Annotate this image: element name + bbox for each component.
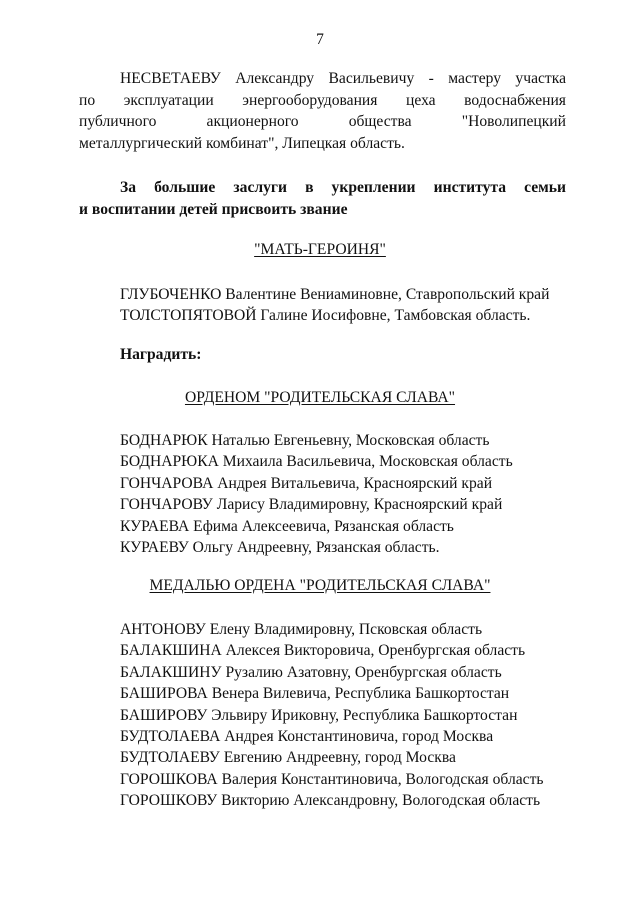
order-heading (0, 388, 640, 408)
list-item: ГОРОШКОВА Валерия Константиновича, Вологодская область (120, 770, 544, 788)
list-item: БАЛАКШИНА Алексея Викторовича, Оренбургская область (120, 642, 526, 660)
decree-paragraph (79, 177, 566, 220)
list-item: ГОРОШКОВУ Викторию Александровну, Вологодская область (120, 792, 541, 810)
mother-heroine-list (120, 284, 590, 327)
list-item: ТОЛСТОПЯТОВОЙ Галине Иосифовне, Тамбовская область. (120, 307, 531, 325)
title-heading-text: "МАТЬ-ГЕРОИНЯ" (254, 241, 386, 258)
medal-heading (0, 576, 640, 596)
page-number: 7 (316, 31, 324, 48)
decree-paragraph-line: За большие заслуги в укреплении института семьи (120, 179, 566, 196)
medal-list (120, 619, 590, 812)
decree-paragraph-line: и воспитании детей присвоить звание (79, 200, 348, 218)
list-item: КУРАЕВУ Ольгу Андреевну, Рязанская область. (120, 538, 440, 556)
list-item: ГОНЧАРОВУ Ларису Владимировну, Красноярский край (120, 496, 503, 514)
list-item: КУРАЕВА Ефима Алексеевича, Рязанская область (120, 517, 454, 535)
order-list (120, 430, 590, 558)
list-item: БУДТОЛАЕВА Андрея Константиновича, город Москва (120, 727, 494, 745)
award-paragraph (79, 68, 566, 154)
award-label: Наградить: (120, 346, 202, 363)
list-item: БАШИРОВА Венера Вилевича, Республика Башкортостан (120, 685, 510, 703)
list-item: ГОНЧАРОВА Андрея Витальевича, Красноярский край (120, 474, 493, 492)
award-paragraph-line: НЕСВЕТАЕВУ Александру Васильевичу - мастеру участка (120, 70, 566, 87)
award-paragraph-line: металлургический комбинат", Липецкая область. (79, 134, 405, 152)
title-heading-mother-heroine (0, 240, 640, 260)
list-item: БОДНАРЮКА Михаила Васильевича, Московская область (120, 453, 513, 471)
order-heading-text: ОРДЕНОМ "РОДИТЕЛЬСКАЯ СЛАВА" (184, 389, 456, 406)
award-paragraph-line: публичного акционерного общества "Новолипецкий (79, 113, 566, 130)
list-item: БУДТОЛАЕВУ Евгению Андреевну, город Москва (120, 749, 456, 767)
list-item: БАШИРОВУ Эльвиру Ириковну, Республика Башкортостан (120, 706, 518, 724)
list-item: АНТОНОВУ Елену Владимировну, Псковская область (120, 621, 483, 638)
award-paragraph-line: по эксплуатации энергооборудования цеха водоснабжения (79, 91, 566, 109)
list-item: БАЛАКШИНУ Рузалию Азатовну, Оренбургская область (120, 663, 502, 681)
list-item: ГЛУБОЧЕНКО Валентине Вениаминовне, Ставропольский край (120, 286, 550, 303)
medal-heading-text: МЕДАЛЬЮ ОРДЕНА "РОДИТЕЛЬСКАЯ СЛАВА" (149, 577, 491, 594)
list-item: БОДНАРЮК Наталью Евгеньевну, Московская область (120, 432, 490, 449)
